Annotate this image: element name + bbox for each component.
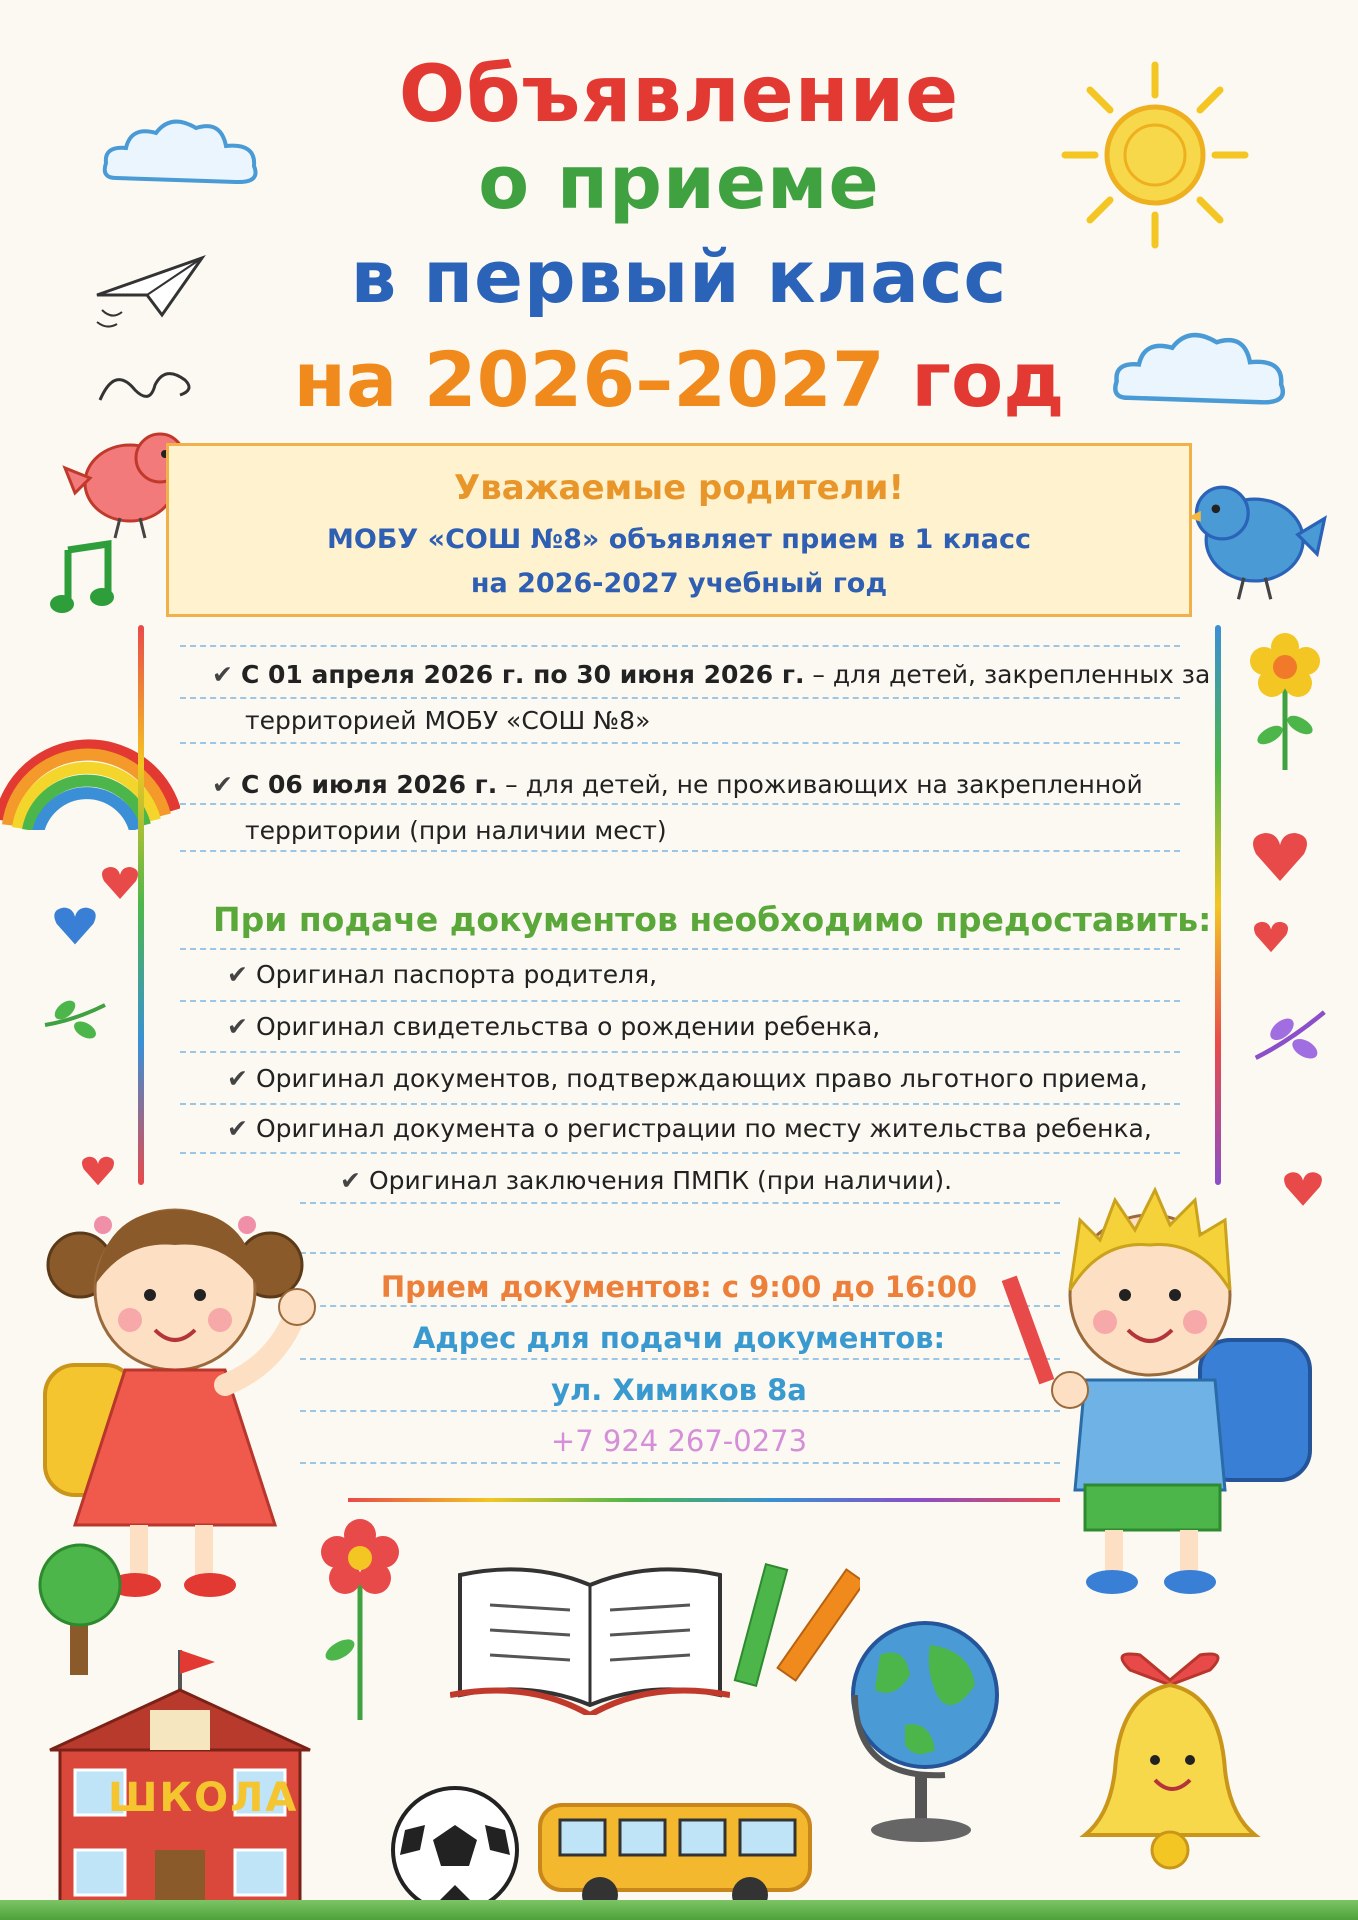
title-year-word: год (911, 335, 1065, 424)
doc-item-label: Оригинал заключения ПМПК (при наличии). (368, 1166, 953, 1195)
ruled-line (180, 1103, 1180, 1105)
heart-icon (100, 865, 140, 901)
docs-heading: При подаче документов необходимо предоставить: (213, 900, 1212, 939)
heart-icon (1252, 920, 1290, 954)
period-item-2 (212, 770, 1143, 799)
ruled-line (180, 645, 1180, 647)
doc-item (340, 1166, 952, 1195)
check-icon: ✔ (212, 770, 233, 799)
title-line-1: Объявление (398, 50, 960, 140)
globe-icon (835, 1605, 1015, 1855)
leaf-icon (1250, 1000, 1330, 1070)
leaf-icon (40, 985, 110, 1045)
ruled-line (180, 850, 1180, 852)
doc-item (227, 1064, 1148, 1093)
check-icon: ✔ (227, 1064, 248, 1093)
sun-icon (1055, 55, 1255, 255)
banner-greeting: Уважаемые родители! (454, 468, 904, 508)
period-1-text: – для детей, закрепленных за (804, 660, 1211, 689)
banner-line-2: на 2026-2027 учебный год (470, 568, 888, 599)
heart-icon (1250, 830, 1310, 884)
hours-text: Прием документов: с 9:00 до 16:00 (380, 1270, 978, 1304)
right-border-line (1215, 625, 1221, 1185)
check-icon: ✔ (340, 1166, 361, 1195)
ruled-line (300, 1410, 1060, 1412)
period-2-text: – для детей, не проживающих на закрепленной (497, 770, 1143, 799)
grass-strip (0, 1900, 1358, 1920)
ruled-line (180, 742, 1180, 744)
doc-item (227, 1114, 1152, 1143)
school-sign: ШКОЛА (108, 1775, 299, 1821)
bell-icon (1070, 1640, 1270, 1880)
ruled-line (300, 1305, 1060, 1307)
doc-item-label: Оригинал паспорта родителя, (255, 960, 658, 989)
flower-icon (1240, 625, 1330, 775)
ruled-line (180, 1000, 1180, 1002)
boy-illustration (1000, 1180, 1340, 1600)
phone-text: +7 924 267-0273 (550, 1424, 808, 1458)
swirl-icon (95, 360, 205, 410)
heart-icon (52, 905, 98, 947)
ruled-line (300, 1202, 1060, 1204)
title-line-2: о приеме (478, 140, 880, 226)
doc-item-label: Оригинал документов, подтверждающих право льготного приема, (255, 1064, 1148, 1093)
check-icon: ✔ (227, 1012, 248, 1041)
ruled-line (300, 1252, 1060, 1254)
doc-item-label: Оригинал свидетельства о рождении ребенка, (255, 1012, 881, 1041)
bird-icon (1190, 470, 1330, 610)
doc-item-label: Оригинал документа о регистрации по месту жительства ребенка, (255, 1114, 1152, 1143)
check-icon: ✔ (227, 1114, 248, 1143)
check-icon: ✔ (227, 960, 248, 989)
address-label: Адрес для подачи документов: (412, 1321, 946, 1355)
heart-icon (80, 1155, 116, 1187)
greeting-banner (166, 443, 1192, 617)
banner-line-1: МОБУ «СОШ №8» объявляет прием в 1 класс (327, 524, 1031, 555)
ruled-line (300, 1358, 1060, 1360)
ruled-line (180, 1152, 1180, 1154)
ruled-line (180, 1051, 1180, 1053)
title-line-3: в первый класс (350, 235, 1008, 319)
doc-item (227, 960, 657, 989)
paper-plane-icon (92, 250, 212, 330)
rainbow-icon (0, 720, 180, 830)
left-border-line (138, 625, 144, 1185)
rainbow-divider (348, 1498, 1060, 1502)
period-item-1 (212, 660, 1210, 689)
title-year: на 2026–2027 (293, 335, 885, 424)
book-icon (450, 1555, 730, 1715)
ruled-line (180, 803, 1180, 805)
soccer-ball-icon (385, 1780, 525, 1920)
doc-item (227, 1012, 880, 1041)
ruled-line (180, 697, 1180, 699)
music-note-icon (48, 540, 118, 620)
check-icon: ✔ (212, 660, 233, 689)
period-1-dates: С 01 апреля 2026 г. по 30 июня 2026 г. (240, 660, 805, 689)
period-item-2-cont: территории (при наличии мест) (245, 816, 667, 845)
period-item-1-cont: территорией МОБУ «СОШ №8» (245, 706, 651, 735)
ruled-line (300, 1462, 1060, 1464)
address-text: ул. Химиков 8а (551, 1373, 807, 1407)
period-2-dates: С 06 июля 2026 г. (240, 770, 498, 799)
ruled-line (180, 948, 1180, 950)
cloud-icon (1100, 320, 1300, 420)
cloud-icon (96, 108, 266, 198)
